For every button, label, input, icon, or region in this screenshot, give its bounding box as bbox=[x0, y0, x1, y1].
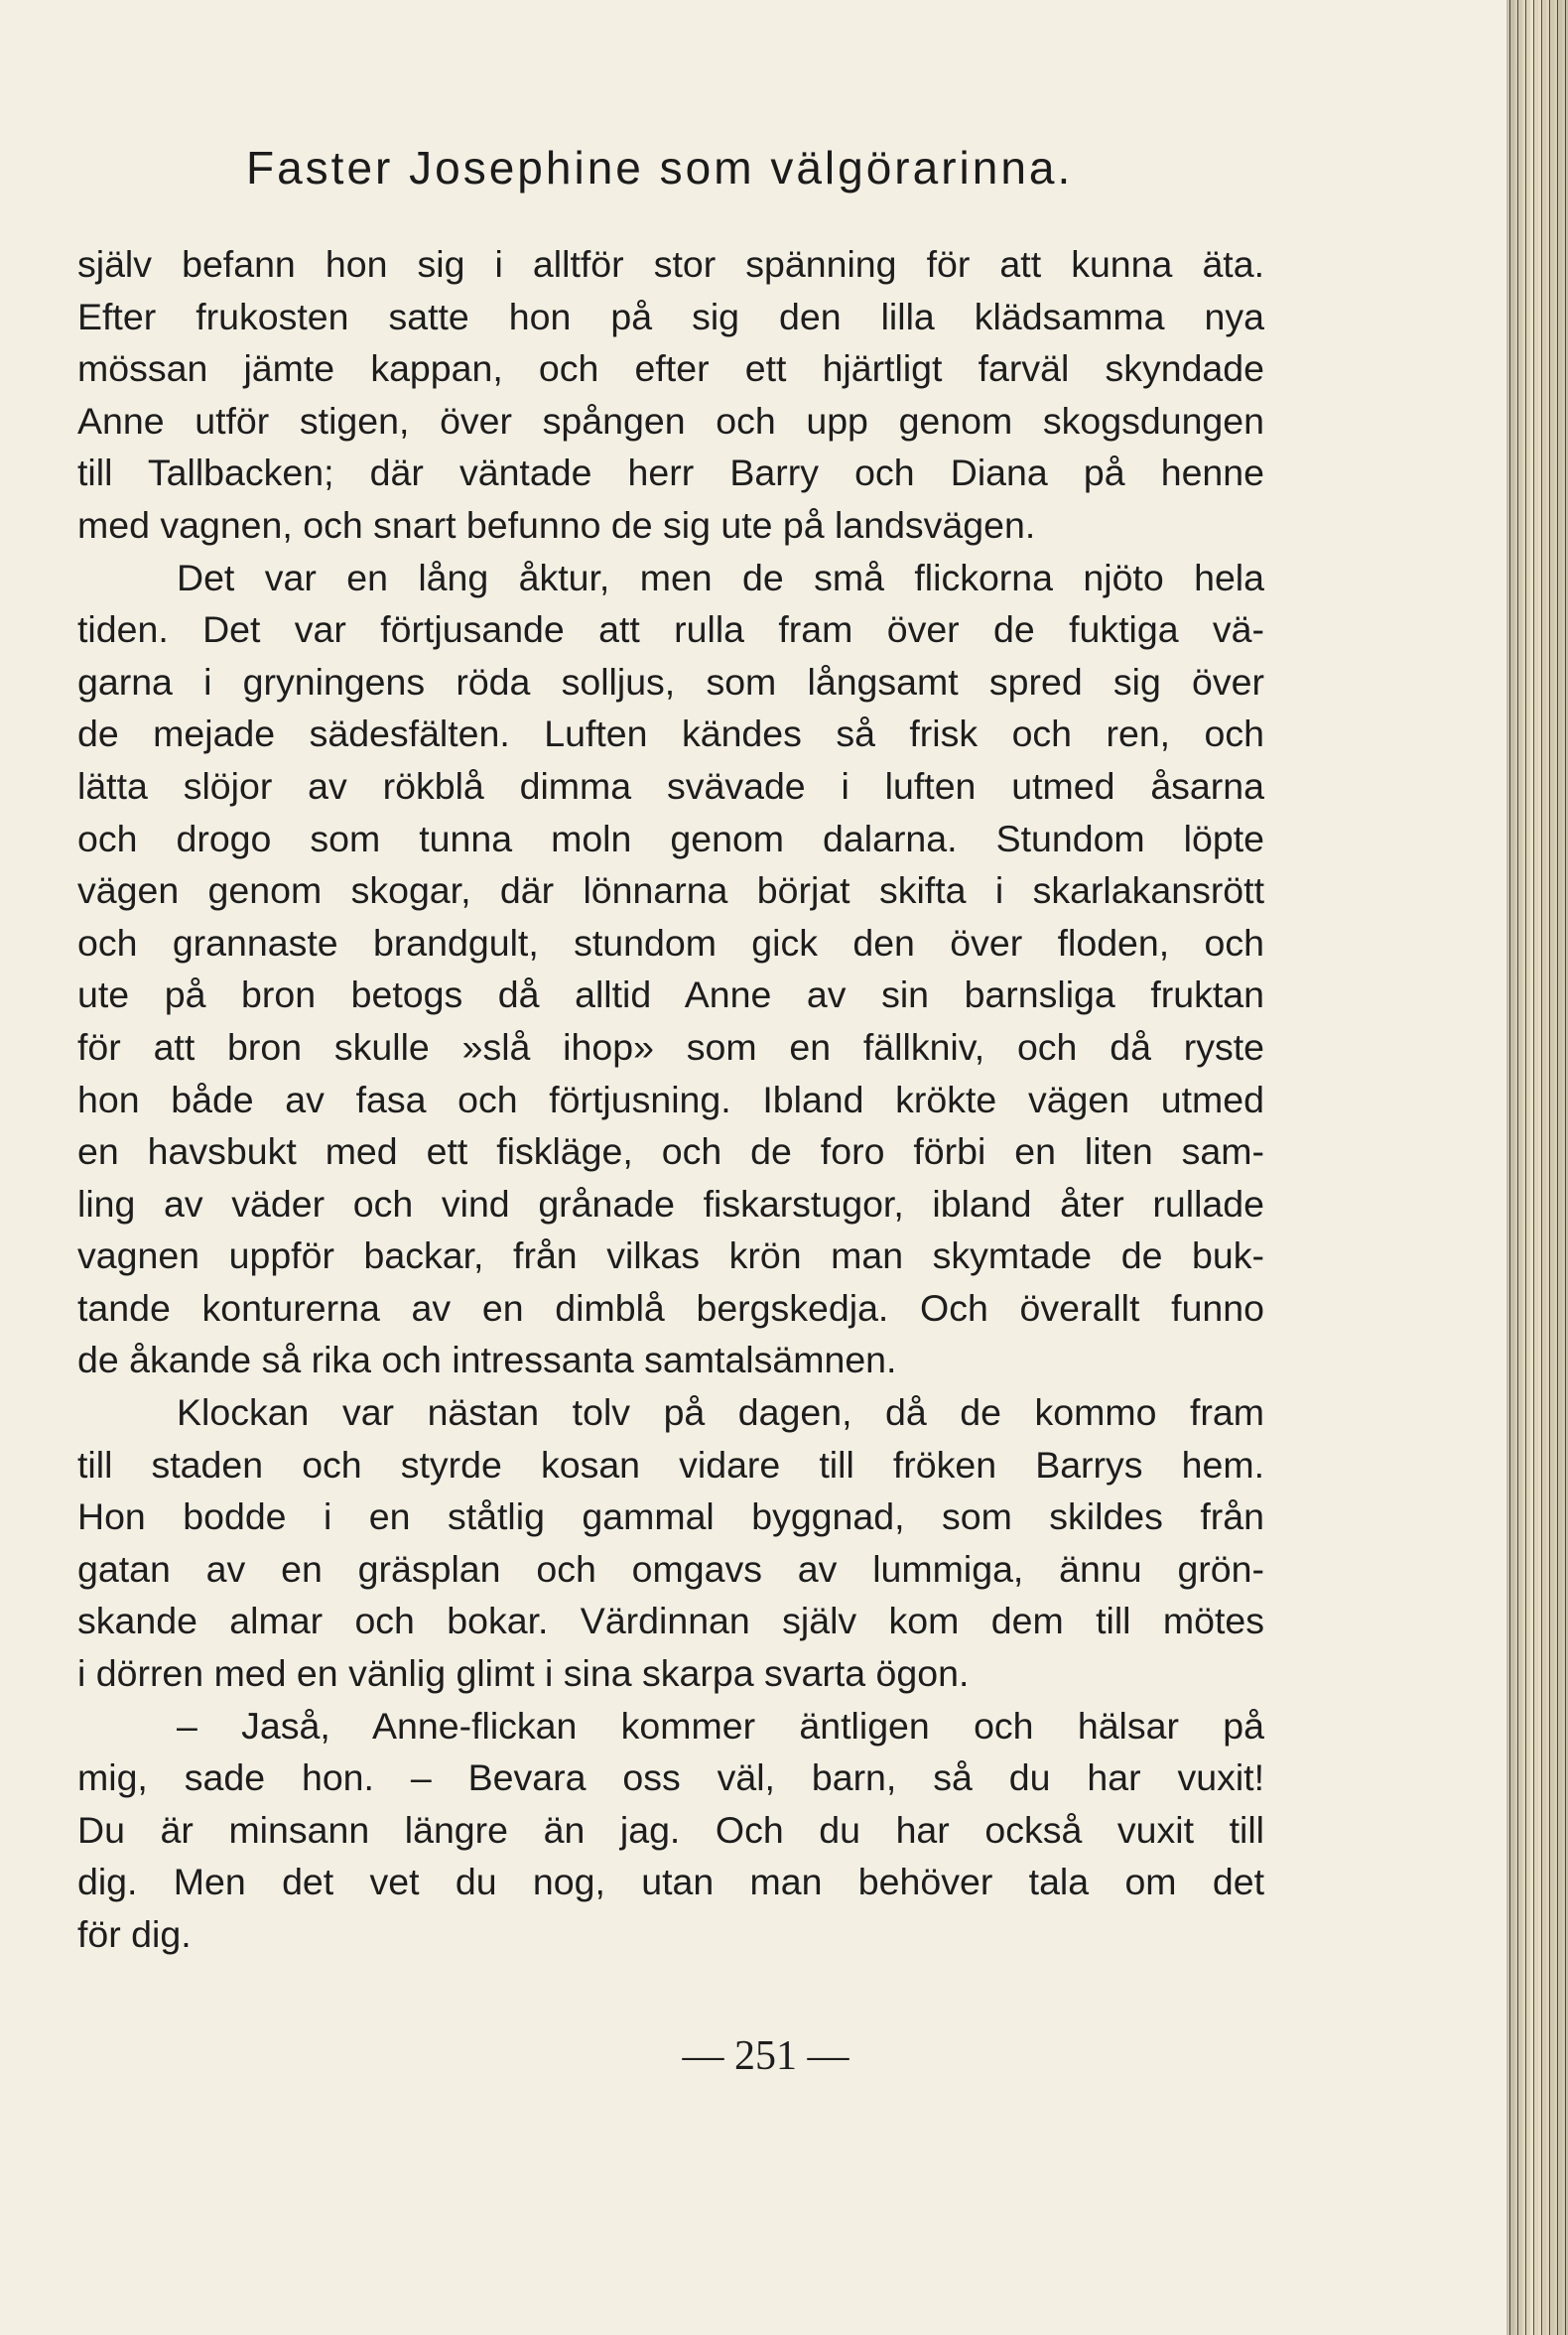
paragraph-1 bbox=[77, 238, 1264, 552]
text-line: ute på bron betogs då alltid Anne av sin barnsliga fruktan bbox=[77, 973, 1264, 1016]
paragraph-3 bbox=[77, 1386, 1264, 1700]
text-line: Anne utför stigen, över spången och upp genom skogsdungen bbox=[77, 399, 1264, 442]
text-line: med vagnen, och snart befunno de sig ute på landsvägen. bbox=[77, 503, 1036, 546]
text-line: ling av väder och vind grånade fiskarstugor, ibland åter rullade bbox=[77, 1182, 1264, 1225]
text-line: och drogo som tunna moln genom dalarna. Stundom löpte bbox=[77, 817, 1264, 859]
paragraph-2 bbox=[77, 552, 1264, 1387]
text-line: Du är minsann längre än jag. Och du har också vuxit till bbox=[77, 1808, 1264, 1851]
text-line: Klockan var nästan tolv på dagen, då de kommo fram bbox=[177, 1391, 1264, 1434]
text-line: i dörren med en vänlig glimt i sina skarpa svarta ögon. bbox=[77, 1652, 970, 1695]
text-line: till staden och styrde kosan vidare till fröken Barrys hem. bbox=[77, 1443, 1264, 1486]
text-line: en havsbukt med ett fiskläge, och de foro förbi en liten sam- bbox=[77, 1130, 1264, 1173]
running-header: Faster Josephine som välgörarinna. bbox=[246, 142, 1074, 194]
text-line: gatan av en gräsplan och omgavs av lummiga, ännu grön- bbox=[77, 1547, 1264, 1590]
text-line: lätta slöjor av rökblå dimma svävade i luften utmed åsarna bbox=[77, 764, 1264, 807]
text-line: – Jaså, Anne-flickan kommer äntligen och hälsar på bbox=[177, 1704, 1264, 1747]
text-line: tiden. Det var förtjusande att rulla fram över de fuktiga vä- bbox=[77, 608, 1264, 651]
body-text bbox=[77, 238, 1264, 1961]
text-line: till Tallbacken; där väntade herr Barry och Diana på henne bbox=[77, 452, 1264, 494]
text-line: Det var en lång åktur, men de små flickorna njöto hela bbox=[177, 556, 1264, 598]
text-line: mössan jämte kappan, och efter ett hjärtligt farväl skyndade bbox=[77, 347, 1264, 390]
text-line: dig. Men det vet du nog, utan man behöver tala om det bbox=[77, 1861, 1264, 1903]
text-line: garna i gryningens röda solljus, som långsamt spred sig över bbox=[77, 660, 1264, 703]
text-line: Efter frukosten satte hon på sig den lilla klädsamma nya bbox=[77, 295, 1264, 337]
text-line: mig, sade hon. – Bevara oss väl, barn, så du har vuxit! bbox=[77, 1756, 1264, 1799]
text-line: för dig. bbox=[77, 1913, 192, 1955]
page-number: — 251 — bbox=[682, 2033, 849, 2079]
text-line: och grannaste brandgult, stundom gick den över floden, och bbox=[77, 921, 1264, 964]
text-line: för att bron skulle »slå ihop» som en fällkniv, och då ryste bbox=[77, 1025, 1264, 1068]
page-edges-shade bbox=[1506, 0, 1568, 2335]
text-line: de mejade sädesfälten. Luften kändes så frisk och ren, och bbox=[77, 713, 1264, 755]
text-line: hon både av fasa och förtjusning. Ibland krökte vägen utmed bbox=[77, 1078, 1264, 1120]
text-line: vagnen uppför backar, från vilkas krön man skymtade de buk- bbox=[77, 1234, 1264, 1277]
text-line: skande almar och bokar. Värdinnan själv kom dem till mötes bbox=[77, 1600, 1264, 1642]
page-edges bbox=[1506, 0, 1568, 2335]
text-line: de åkande så rika och intressanta samtalsämnen. bbox=[77, 1339, 897, 1381]
text-line: Hon bodde i en ståtlig gammal byggnad, som skildes från bbox=[77, 1495, 1264, 1538]
text-line: tande konturerna av en dimblå bergskedja. Och överallt funno bbox=[77, 1286, 1264, 1329]
paragraph-4 bbox=[77, 1700, 1264, 1961]
text-line: vägen genom skogar, där lönnarna börjat skifta i skarlakansrött bbox=[77, 869, 1264, 912]
text-line: själv befann hon sig i alltför stor spänning för att kunna äta. bbox=[77, 243, 1264, 285]
